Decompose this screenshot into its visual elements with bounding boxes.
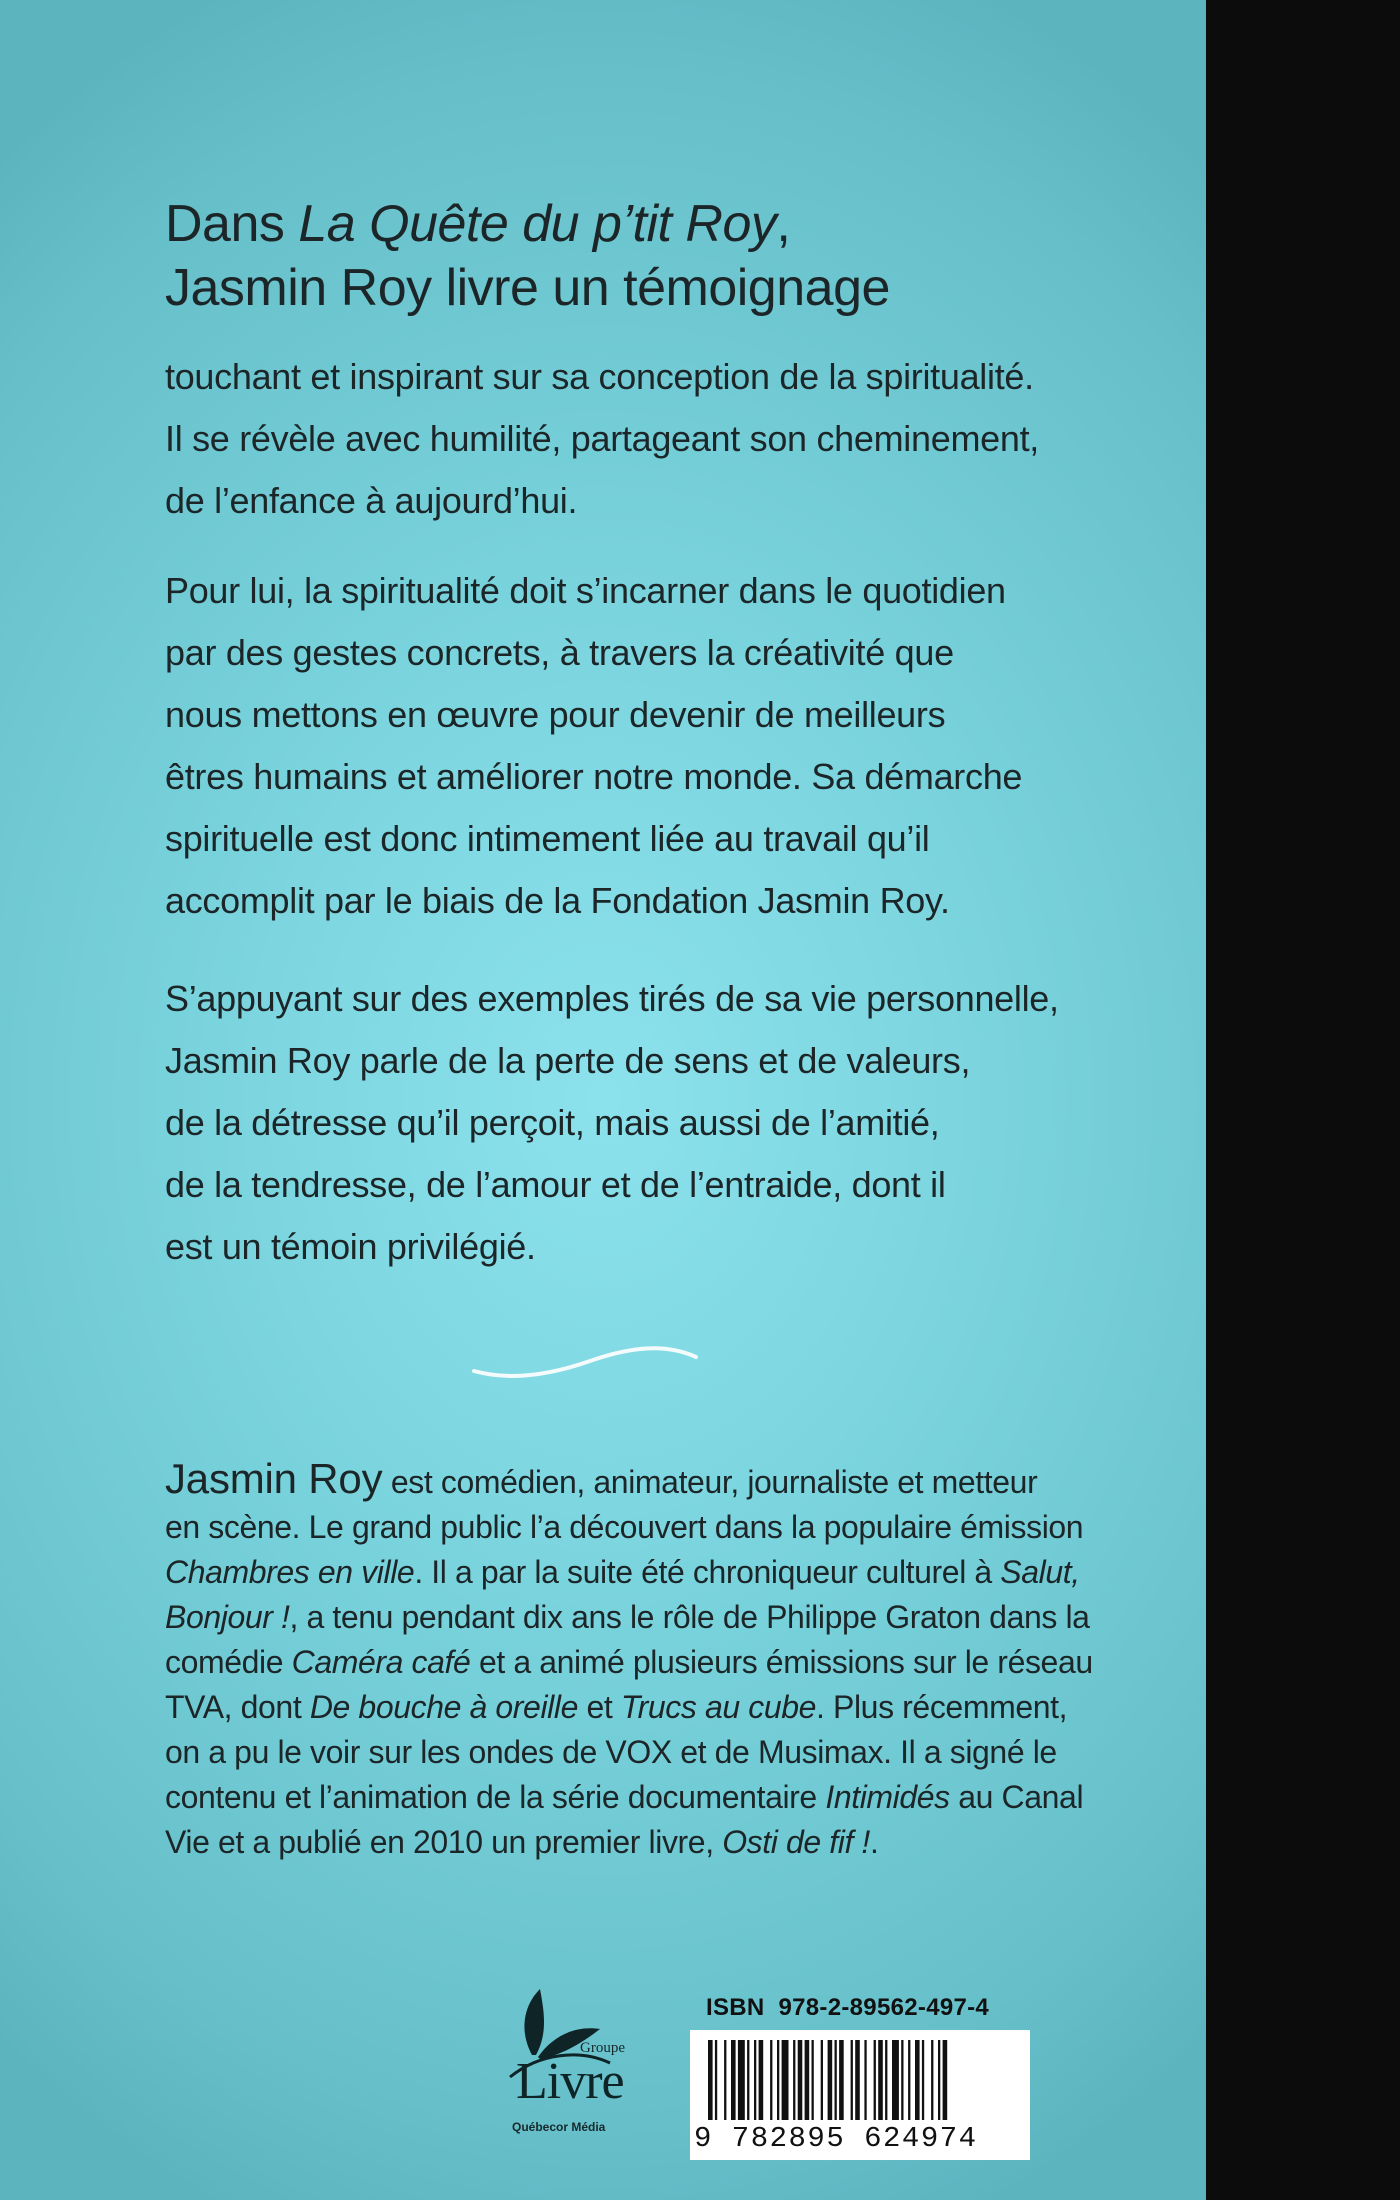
barcode-bar [892, 2040, 899, 2120]
wave-divider-icon [470, 1335, 700, 1385]
book-spine-edge [1206, 0, 1400, 2200]
barcode-bar [835, 2040, 837, 2120]
barcode-bar [943, 2040, 948, 2120]
barcode-bar [938, 2040, 940, 2120]
barcode-bar [777, 2040, 779, 2120]
barcode-bar [812, 2040, 814, 2120]
barcode-bar [782, 2040, 789, 2120]
barcode-bar [793, 2040, 795, 2120]
intro-line-1: Dans La Quête du p’tit Roy, [165, 195, 791, 253]
intro-line-2: Jasmin Roy livre un témoignage [165, 259, 890, 317]
barcode-bar [708, 2040, 713, 2120]
barcode-bar [931, 2040, 933, 2120]
barcode-bar [821, 2040, 823, 2120]
barcode-bar [901, 2040, 903, 2120]
publisher-subtitle: Québecor Média [512, 2120, 606, 2134]
isbn-label: ISBN 978-2-89562-497-4 [706, 1994, 990, 2021]
paragraph-3: S’appuyant sur des exemples tirés de sa vie personnelle, Jasmin Roy parle de la perte de sens et de valeurs, de la détresse qu’il perçoit, mais aussi de l’amitié, de la tendresse, de l’amour et de l’entraide, dont il est un témoin privilégié. [165, 978, 1059, 1267]
barcode-bar [885, 2040, 887, 2120]
barcode-bars [690, 2030, 1030, 2125]
author-bio: Jasmin Roy est comédien, animateur, journaliste et metteur en scène. Le grand public l’a découvert dans la populaire émission Chambres en ville. Il a par la suite été chroniqueur culturel à Salut, Bonjour !, a tenu pendant dix ans le rôle de Philippe Graton dans la comédie Caméra café et a animé plusieurs émissions sur le réseau TVA, dont De bouche à oreille et Trucs au cube. Plus récemment, on a pu le voir sur les ondes de VOX et de Musimax. Il a signé le contenu et l’animation de la série documentaire Intimidés au Canal Vie et a publié en 2010 un premier livre, Osti de fif !. [165, 1455, 1093, 1860]
barcode-digits: 9 782895 624974 [694, 2122, 978, 2155]
barcode-bar [805, 2040, 810, 2120]
barcode-bar [798, 2040, 803, 2120]
barcode-bar [731, 2040, 736, 2120]
barcode-bar [878, 2040, 883, 2120]
barcode-bar [922, 2040, 924, 2120]
paragraph-1: touchant et inspirant sur sa conception de la spiritualité. Il se révèle avec humilité, partageant son cheminement, de l’enfance à aujourd’hui. [165, 356, 1039, 521]
publisher-name: Livre [516, 2053, 624, 2110]
barcode-bar [851, 2040, 853, 2120]
barcode-bar [864, 2040, 866, 2120]
barcode-bar [715, 2040, 717, 2120]
barcode [690, 2030, 1030, 2160]
barcode-bar [915, 2040, 920, 2120]
author-name: Jasmin Roy [165, 1455, 383, 1502]
barcode-bar [908, 2040, 910, 2120]
publisher-group-label: Groupe [580, 2040, 625, 2056]
barcode-bar [759, 2040, 764, 2120]
barcode-bar [724, 2040, 726, 2120]
barcode-bar [855, 2040, 860, 2120]
barcode-bar [738, 2040, 745, 2120]
barcode-bar [828, 2040, 833, 2120]
barcode-bar [747, 2040, 749, 2120]
book-title: La Quête du p’tit Roy [298, 195, 777, 253]
barcode-bar [839, 2040, 844, 2120]
barcode-bar [874, 2040, 876, 2120]
intro-heading [165, 192, 1165, 320]
barcode-bar [754, 2040, 756, 2120]
barcode-bar [770, 2040, 772, 2120]
paragraph-2: Pour lui, la spiritualité doit s’incarner dans le quotidien par des gestes concrets, à travers la créativité que nous mettons en œuvre pour devenir de meilleurs êtres humains et améliorer notre monde. Sa démarche spirituelle est donc intimement liée au travail qu’il accomplit par le biais de la Fondation Jasmin Roy. [165, 570, 1023, 921]
